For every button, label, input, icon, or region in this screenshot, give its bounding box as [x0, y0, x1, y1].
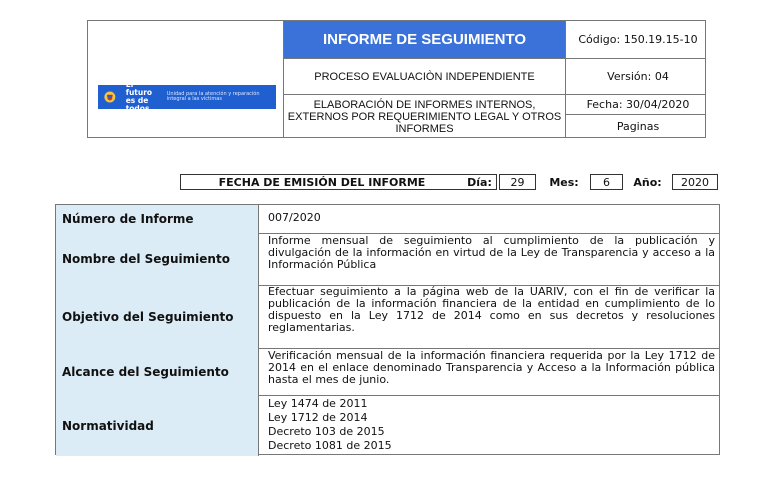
list-item: Decreto 103 de 2015	[268, 425, 385, 438]
list-item: Ley 1712 de 2014	[268, 411, 368, 424]
day-value: 29	[499, 174, 536, 190]
year-label: Año:	[633, 175, 662, 189]
row-value: Informe mensual de seguimiento al cumplimiento de la publicación y divulgación de la información en virtud de la Ley de Transparencia y acceso a la Información Pública	[268, 234, 715, 271]
row-value: 007/2020	[268, 211, 321, 224]
month-value: 6	[590, 174, 623, 190]
logo-cell	[88, 21, 284, 137]
logo-sub-text: Unidad para la atención y reparación integral a las víctimas	[166, 90, 260, 102]
list-item: Ley 1474 de 2011	[268, 397, 368, 410]
table-row	[56, 395, 719, 456]
coat-of-arms-icon	[104, 89, 116, 105]
report-info-table	[55, 204, 720, 455]
report-title: INFORME DE SEGUIMIENTO	[284, 21, 565, 59]
document-version: Versión: 04	[565, 59, 705, 95]
elaboration-text: ELABORACIÓN DE INFORMES INTERNOS, EXTERNOS POR REQUERIMIENTO LEGAL Y OTROS INFORMES	[287, 99, 562, 135]
table-row	[56, 348, 719, 396]
list-item: Decreto 1081 de 2015	[268, 439, 392, 452]
table-row	[56, 205, 719, 234]
row-label: Normatividad	[56, 395, 259, 456]
table-row	[56, 285, 719, 349]
regulation-list	[268, 397, 715, 453]
table-row	[56, 233, 719, 286]
document-date: Fecha: 30/04/2020	[565, 95, 705, 115]
document-code: Código: 150.19.15-10	[565, 21, 705, 59]
row-label: Nombre del Seguimiento	[56, 233, 259, 285]
row-label: Objetivo del Seguimiento	[56, 285, 259, 348]
row-value: Efectuar seguimiento a la página web de la UARIV, con el fin de verificar la publicación de la información financiera de la entidad en cumplimiento de lo dispuesto en la Ley 1712 de 2014 como en sus decretos y resoluciones reglamentarias.	[268, 285, 715, 334]
day-label: Día:	[463, 174, 497, 190]
row-label: Número de Informe	[56, 205, 259, 233]
month-label: Mes:	[549, 175, 579, 189]
entity-logo	[98, 80, 276, 113]
row-label: Alcance del Seguimiento	[56, 348, 259, 395]
logo-main-text: El futuro es de todos	[125, 80, 153, 113]
row-value: Verificación mensual de la información financiera requerida por la Ley 1712 de 2014 en el enlace denominado Transparencia y Acceso a la Información pública hasta el mes de junio.	[268, 349, 715, 386]
document-header	[87, 20, 706, 138]
year-value: 2020	[672, 174, 718, 190]
process-name: PROCESO EVALUACIÒN INDEPENDIENTE	[284, 59, 565, 95]
document-pages: Paginas	[565, 115, 705, 137]
emission-date-label: FECHA DE EMISIÓN DEL INFORME	[180, 174, 463, 190]
